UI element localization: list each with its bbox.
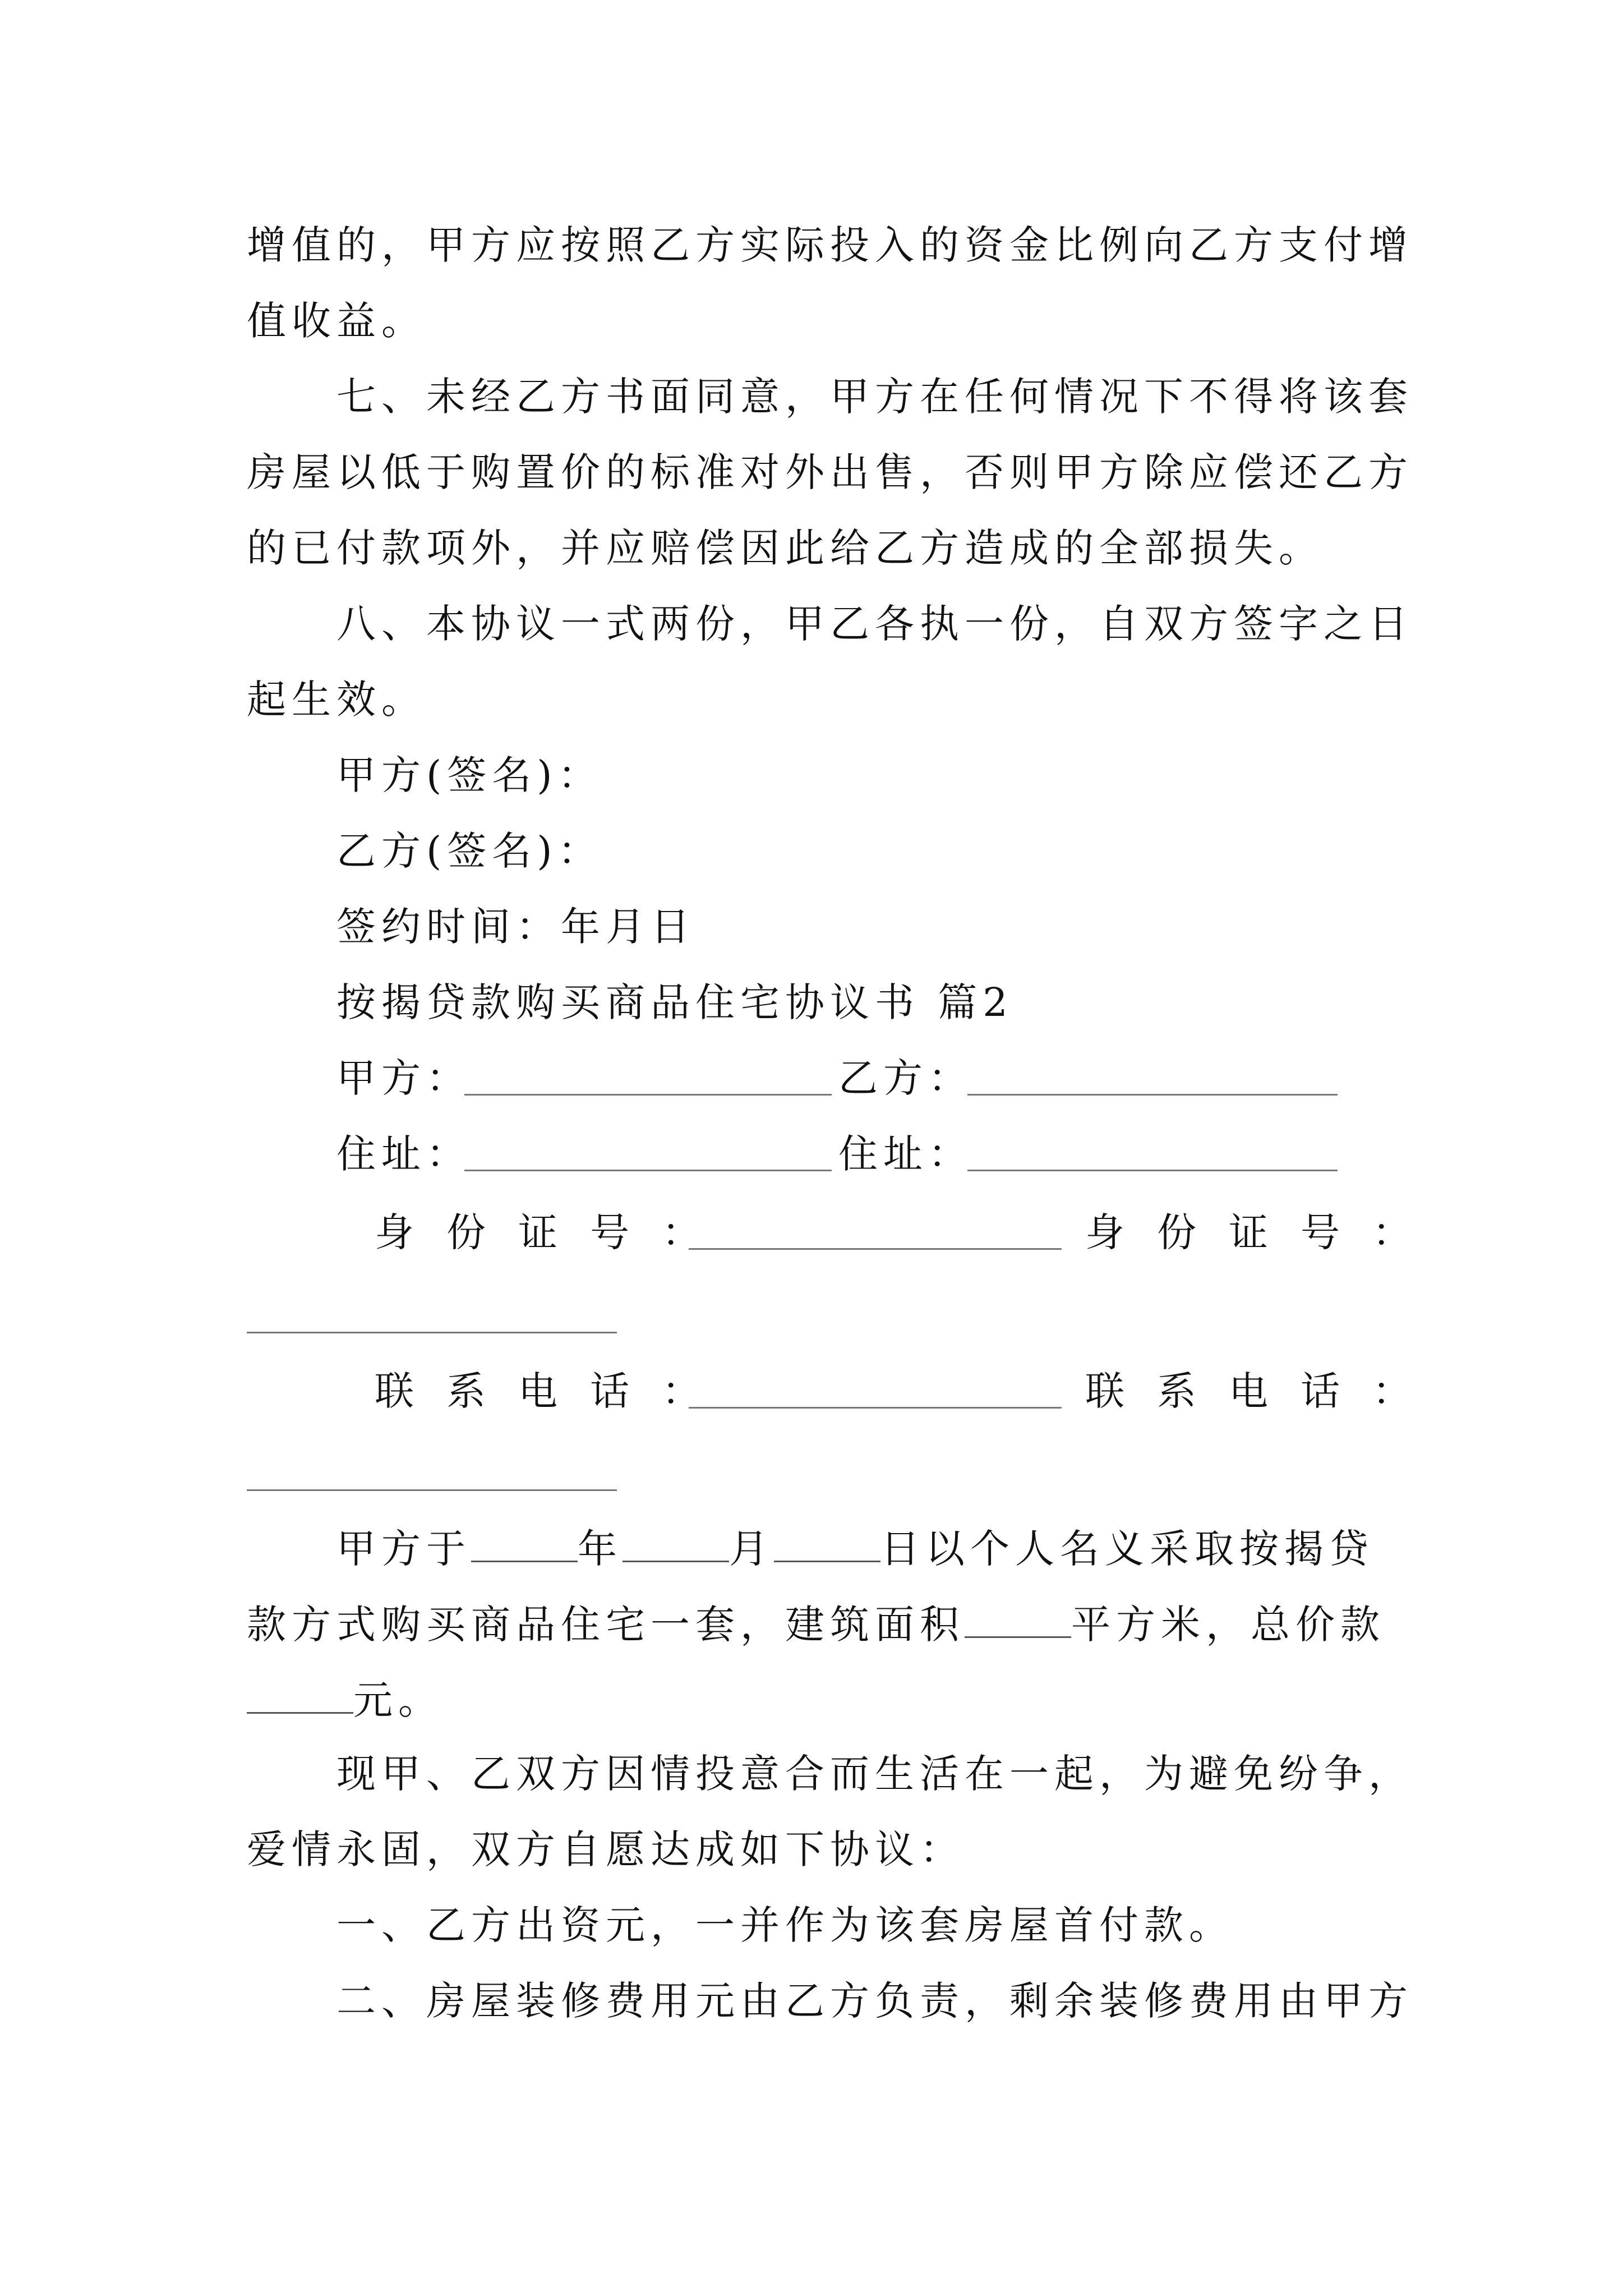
month-blank (623, 1527, 729, 1562)
address-b-label: 住址： (838, 1131, 973, 1177)
purchase-paragraph-line3 (247, 1677, 443, 1723)
clause-seven: 七、未经乙方书面同意，甲方在任何情况下不得将该套 (336, 374, 1413, 420)
purchase-text: 甲方于 (336, 1526, 471, 1572)
paragraph-line: 增值的，甲方应按照乙方实际投入的资金比例向乙方支付增 (247, 222, 1413, 268)
purchase-text: 日以个人名义采取按揭贷 (880, 1526, 1374, 1572)
signature-party-b: 乙方(签名)： (336, 828, 603, 874)
party-a-label: 甲方： (336, 1055, 471, 1101)
day-blank (774, 1527, 880, 1562)
year-blank (471, 1527, 578, 1562)
purchase-paragraph-line2 (247, 1602, 1385, 1648)
id-number-b-blank (247, 1332, 617, 1333)
party-b-blank (967, 1094, 1338, 1096)
address-a-label: 住址： (336, 1131, 471, 1177)
paragraph-line: 爱情永固，双方自愿达成如下协议： (247, 1826, 965, 1872)
purchase-text: 元。 (353, 1677, 443, 1723)
paragraph-line: 值收益。 (247, 298, 426, 344)
id-number-a-label: 身份证号： (375, 1209, 734, 1255)
clause-eight: 八、本协议一式两份，甲乙各执一份，自双方签字之日 (336, 601, 1413, 647)
id-number-a-blank (689, 1248, 1062, 1250)
clause-one: 一、乙方出资元，一并作为该套房屋首付款。 (336, 1902, 1234, 1948)
clause-two: 二、房屋装修费用元由乙方负责，剩余装修费用由甲方 (336, 1978, 1413, 2024)
paragraph-line: 的已付款项外，并应赔偿因此给乙方造成的全部损失。 (247, 525, 1324, 571)
purchase-paragraph (336, 1526, 1374, 1572)
month-label: 月 (729, 1526, 774, 1572)
address-b-blank (967, 1170, 1338, 1171)
phone-b-blank (247, 1489, 617, 1491)
purchase-text: 款方式购买商品住宅一套，建筑面积 (247, 1602, 965, 1648)
section-title: 按揭贷款购买商品住宅协议书 篇2 (336, 979, 1013, 1025)
signature-party-a: 甲方(签名)： (336, 752, 603, 798)
signature-date: 签约时间：年月日 (336, 904, 695, 950)
price-blank (247, 1678, 353, 1714)
paragraph-line: 房屋以低于购置价的标准对外出售，否则甲方除应偿还乙方 (247, 449, 1413, 495)
party-b-label: 乙方： (838, 1055, 973, 1101)
phone-b-label: 联系电话： (1085, 1368, 1444, 1414)
paragraph-line: 起生效。 (247, 677, 426, 723)
party-a-blank (464, 1094, 832, 1096)
address-a-blank (464, 1170, 832, 1171)
phone-a-label: 联系电话： (375, 1368, 734, 1414)
year-label: 年 (578, 1526, 623, 1572)
phone-a-blank (689, 1407, 1062, 1409)
id-number-b-label: 身份证号： (1085, 1209, 1444, 1255)
agreement-paragraph: 现甲、乙双方因情投意合而生活在一起，为避免纷争， (336, 1751, 1413, 1797)
area-blank (965, 1603, 1071, 1638)
purchase-text: 平方米，总价款 (1071, 1602, 1385, 1648)
